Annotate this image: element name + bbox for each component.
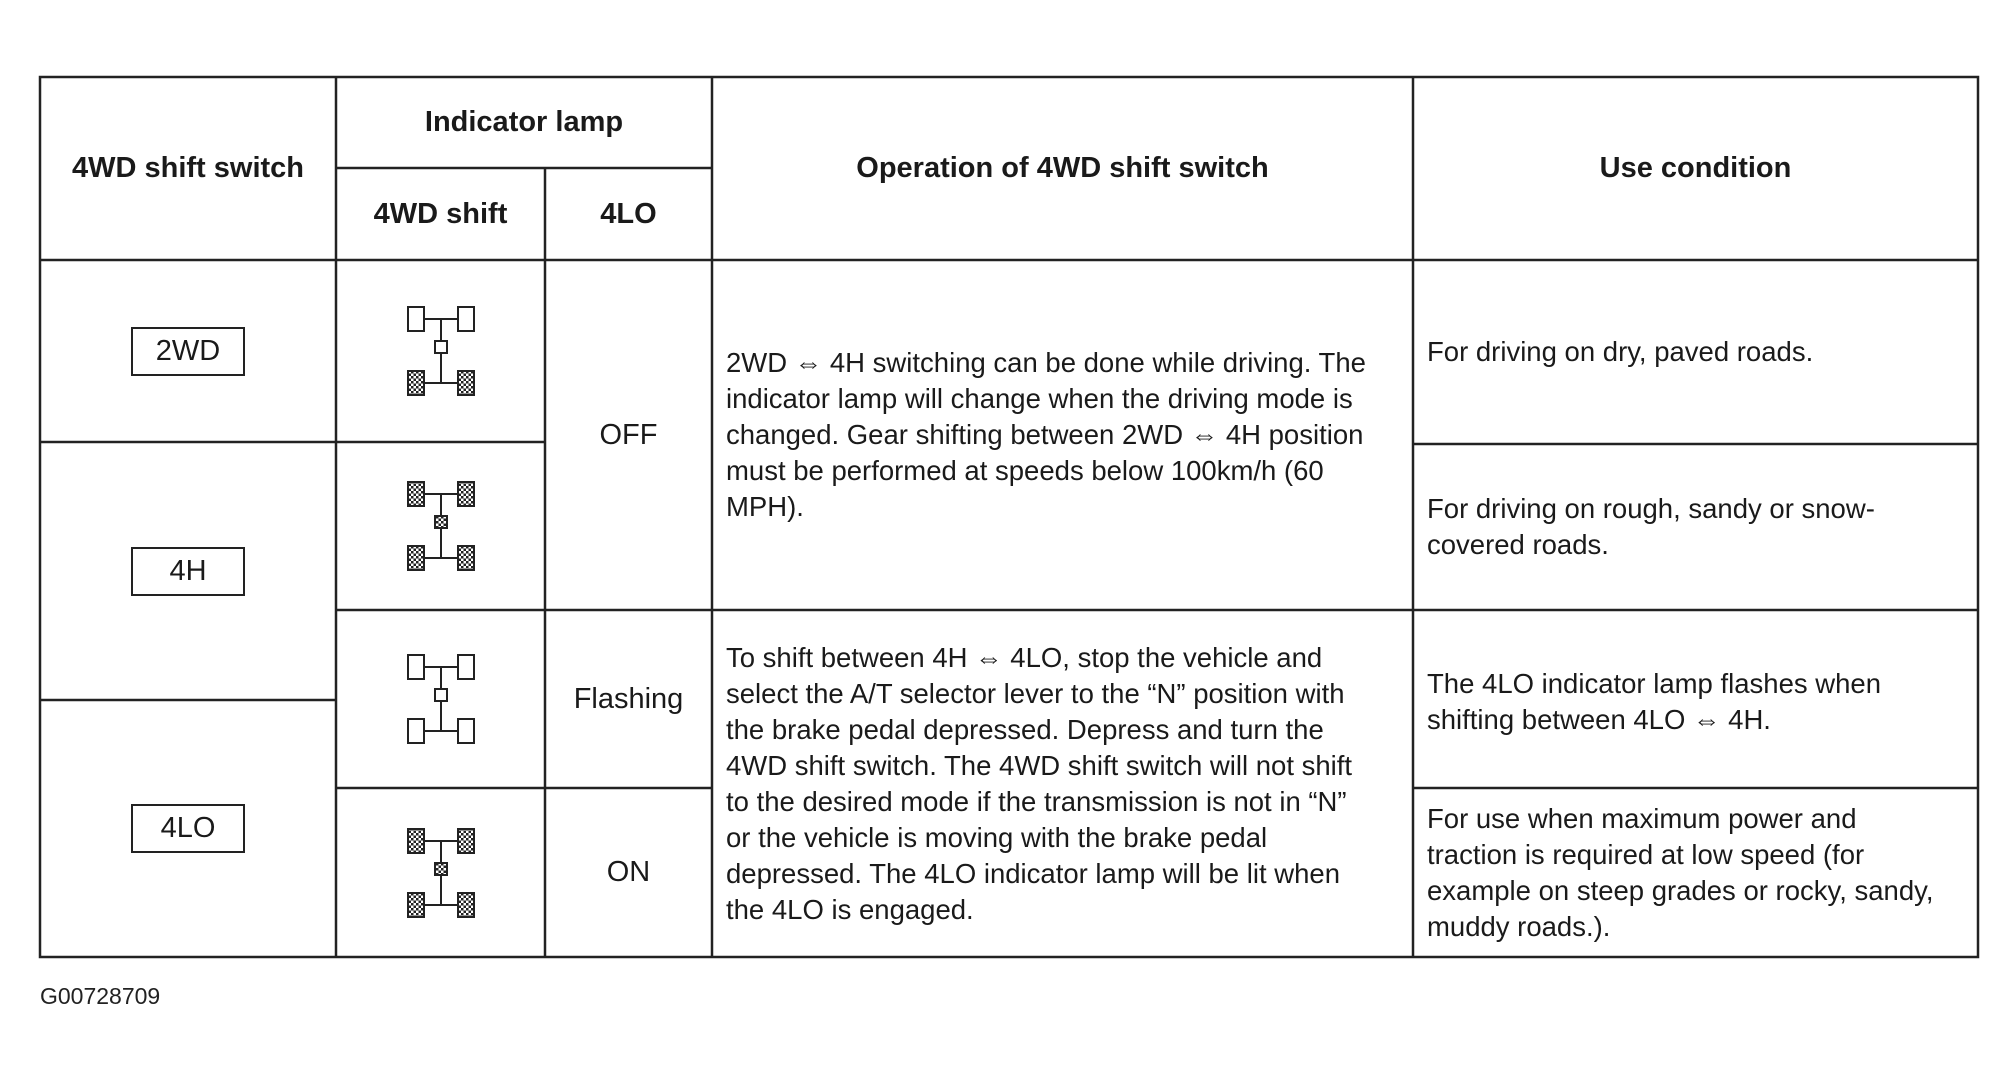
operation-4h-4lo-text (726, 640, 1352, 928)
use-dry-roads (1413, 260, 1978, 444)
text-line: must be performed at speeds below 100km/h (60 (726, 455, 1324, 486)
icon-cell-4h (336, 442, 545, 610)
lamp-state-flashing: Flashing (573, 682, 684, 715)
text-line: the brake pedal depressed. Depress and turn the (726, 713, 1324, 745)
text-line: For driving on dry, paved roads. (1427, 336, 1814, 367)
header-4wd-shift: 4WD shift (373, 197, 508, 230)
icon-cell-4lo-on (336, 788, 545, 957)
switch-4lo-cell (40, 700, 336, 957)
text-line: changed. Gear shifting between 2WD ⇔ 4H position (726, 419, 1364, 450)
icon-cell-4lo-flashing (336, 610, 545, 788)
text-line: muddy roads.). (1427, 910, 1611, 942)
text-line: To shift between 4H ⇔ 4LO, stop the vehicle and (726, 641, 1323, 673)
text-line: The 4LO indicator lamp flashes when (1427, 668, 1881, 699)
text-line: covered roads. (1427, 529, 1609, 560)
switch-2wd-cell (40, 260, 336, 442)
operation-2wd-4h-text (726, 345, 1366, 525)
switch-4h-cell (40, 442, 336, 700)
text-line: the 4LO is engaged. (726, 893, 974, 925)
operation-2wd-4h (712, 260, 1413, 610)
4lo-on-drive-icon (406, 823, 476, 923)
header-4lo: 4LO (600, 197, 657, 230)
use-rough-roads (1413, 444, 1978, 610)
text-line: traction is required at low speed (for (1427, 838, 1865, 870)
switch-4lo-label: 4LO (131, 804, 245, 853)
text-line: example on steep grades or rocky, sandy, (1427, 874, 1934, 906)
text-line: MPH). (726, 491, 804, 522)
use-flashing (1413, 610, 1978, 788)
text-line: 2WD ⇔ 4H switching can be done while driving. The (726, 347, 1366, 378)
use-max-power (1413, 788, 1978, 957)
text-line: depressed. The 4LO indicator lamp will be lit when (726, 857, 1340, 889)
header-indicator-lamp: Indicator lamp (424, 106, 624, 138)
4lo-flashing-drive-icon (406, 649, 476, 749)
operation-4h-4lo (712, 610, 1413, 957)
2wd-drive-icon (406, 301, 476, 401)
text-line: to the desired mode if the transmission is not in “N” (726, 785, 1347, 817)
text-line: select the A/T selector lever to the “N” position with (726, 677, 1345, 709)
lamp-state-on: ON (606, 856, 651, 888)
switch-2wd-label: 2WD (131, 327, 245, 376)
text-line: shifting between 4LO ⇔ 4H. (1427, 704, 1771, 735)
header-use-condition: Use condition (1599, 152, 1792, 184)
4h-drive-icon (406, 476, 476, 576)
text-line: For driving on rough, sandy or snow- (1427, 493, 1875, 524)
lamp-state-off: OFF (599, 418, 658, 451)
text-line: 4WD shift switch. The 4WD shift switch will not shift (726, 749, 1353, 781)
text-line: indicator lamp will change when the driving mode is (726, 383, 1353, 414)
header-operation: Operation of 4WD shift switch (856, 152, 1269, 184)
figure-id: G00728709 (40, 983, 161, 1009)
header-switch: 4WD shift switch (71, 152, 304, 184)
switch-4h-label: 4H (131, 547, 245, 596)
text-line: For use when maximum power and (1427, 802, 1857, 834)
icon-cell-2wd (336, 260, 545, 442)
text-line: or the vehicle is moving with the brake pedal (726, 821, 1268, 853)
